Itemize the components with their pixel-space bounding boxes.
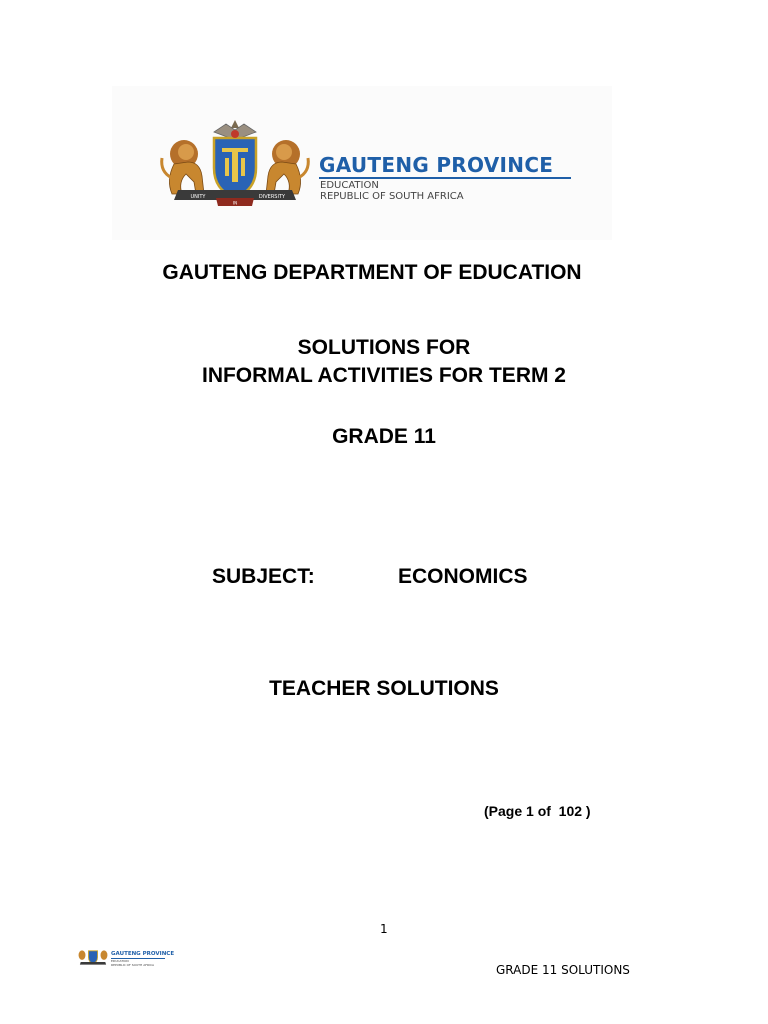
left-lion-icon bbox=[162, 140, 204, 194]
motto-right-text: DIVERSITY bbox=[258, 194, 286, 200]
footer-brand-country: REPUBLIC OF SOUTH AFRICA bbox=[111, 963, 155, 967]
subject-label: SUBJECT: bbox=[212, 565, 315, 588]
department-title: GAUTENG DEPARTMENT OF EDUCATION bbox=[162, 261, 582, 284]
solutions-line-1: SOLUTIONS FOR bbox=[297, 336, 471, 359]
solutions-line-2: INFORMAL ACTIVITIES FOR TERM 2 bbox=[201, 364, 566, 387]
page-indicator: (Page 1 of 102 ) bbox=[484, 803, 591, 819]
teacher-solutions-title: TEACHER SOLUTIONS bbox=[269, 677, 499, 700]
brand-underline bbox=[319, 177, 571, 179]
footer-coat-of-arms-icon bbox=[76, 945, 110, 967]
right-lion-icon bbox=[266, 140, 308, 194]
motto-mid-text: IN bbox=[232, 200, 238, 206]
footer-brand-name: GAUTENG PROVINCE bbox=[111, 951, 175, 957]
shield-icon bbox=[214, 130, 256, 198]
brand-name: GAUTENG PROVINCE bbox=[319, 153, 554, 177]
footer-brand-department: EDUCATION bbox=[111, 959, 129, 963]
brand-department: EDUCATION bbox=[320, 180, 379, 191]
motto-left-text: UNITY bbox=[190, 194, 206, 200]
footer-label: GRADE 11 SOLUTIONS bbox=[496, 963, 630, 977]
coat-of-arms-icon bbox=[156, 118, 314, 206]
brand-country: REPUBLIC OF SOUTH AFRICA bbox=[320, 191, 464, 202]
footer-page-number: 1 bbox=[380, 922, 388, 936]
subject-value: ECONOMICS bbox=[398, 565, 528, 588]
grade-title: GRADE 11 bbox=[332, 425, 436, 448]
